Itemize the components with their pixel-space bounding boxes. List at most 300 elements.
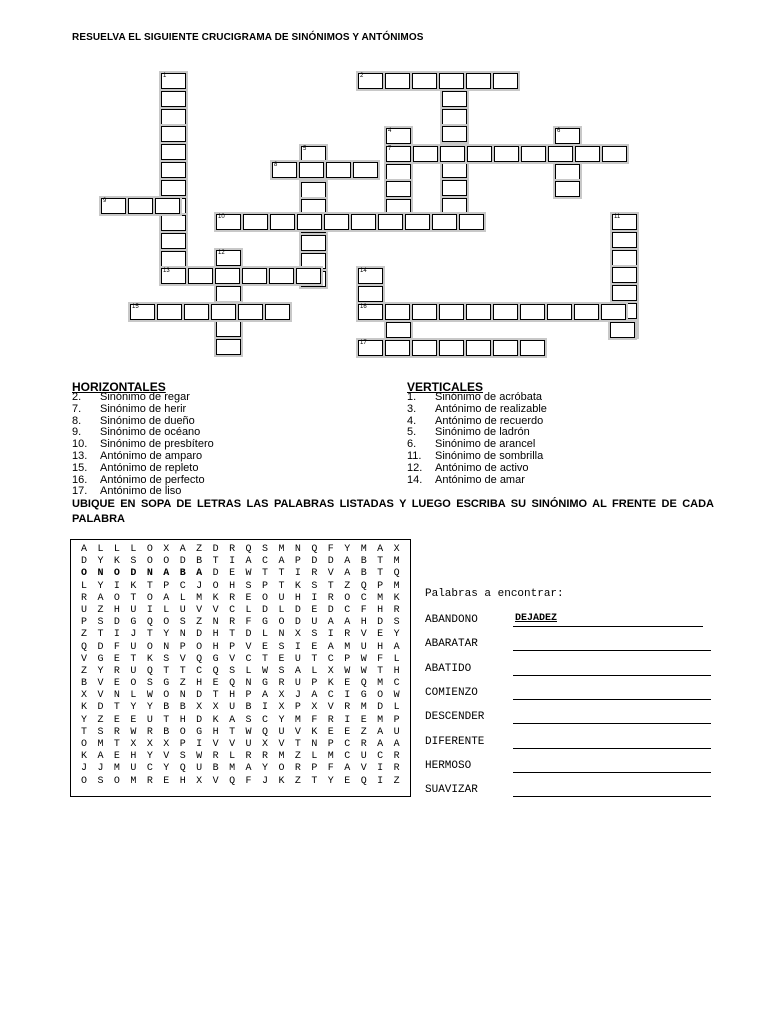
word-search-letter[interactable]: U xyxy=(278,592,285,604)
word-search-letter[interactable]: O xyxy=(146,556,153,568)
word-search-letter[interactable]: O xyxy=(146,592,153,604)
crossword-cell[interactable] xyxy=(161,215,186,231)
word-search-letter[interactable]: L xyxy=(278,604,285,616)
word-search-letter[interactable]: E xyxy=(311,641,318,653)
word-search-letter[interactable]: T xyxy=(163,714,170,726)
word-search-letter[interactable]: R xyxy=(81,592,88,604)
crossword-cell[interactable] xyxy=(130,304,155,320)
word-search-letter[interactable]: C xyxy=(393,678,400,690)
word-search-letter[interactable]: E xyxy=(130,714,137,726)
word-search-letter[interactable]: A xyxy=(163,568,170,580)
word-search-letter[interactable]: U xyxy=(130,641,137,653)
word-search-letter[interactable]: C xyxy=(229,604,236,616)
word-search-letter[interactable]: F xyxy=(245,775,252,787)
word-search-letter[interactable]: T xyxy=(146,629,153,641)
word-search-letter[interactable]: Q xyxy=(146,665,153,677)
word-search-letter[interactable]: O xyxy=(196,641,203,653)
word-search-letter[interactable]: J xyxy=(196,580,203,592)
word-search-letter[interactable]: F xyxy=(311,714,318,726)
word-search-letter[interactable]: X xyxy=(196,702,203,714)
word-search-letter[interactable]: B xyxy=(163,726,170,738)
word-search-letter[interactable]: L xyxy=(393,653,400,665)
word-search-letter[interactable]: Y xyxy=(327,775,334,787)
word-search-letter[interactable]: D xyxy=(212,544,219,555)
word-search-letter[interactable]: B xyxy=(360,556,367,568)
word-search-letter[interactable]: V xyxy=(97,690,104,702)
word-search-letter[interactable]: S xyxy=(261,544,268,555)
word-search-letter[interactable]: L xyxy=(245,665,252,677)
word-search-letter[interactable]: S xyxy=(229,665,236,677)
word-search-letter[interactable]: V xyxy=(327,702,334,714)
word-search-letter[interactable]: R xyxy=(360,739,367,750)
word-search-letter[interactable]: D xyxy=(294,617,301,629)
word-search-letter[interactable]: Z xyxy=(393,775,400,787)
word-search-letter[interactable]: G xyxy=(97,653,104,665)
word-search-letter[interactable]: D xyxy=(196,629,203,641)
word-search-letter[interactable]: H xyxy=(393,665,400,677)
crossword-cell[interactable] xyxy=(301,146,326,162)
word-search-letter[interactable]: A xyxy=(377,726,384,738)
word-search-letter[interactable]: U xyxy=(360,641,367,653)
word-search-letter[interactable]: X xyxy=(327,665,334,677)
word-search-letter[interactable]: Y xyxy=(278,714,285,726)
word-search-letter[interactable]: H xyxy=(130,751,137,763)
word-search-letter[interactable]: P xyxy=(311,678,318,690)
crossword-cell[interactable] xyxy=(358,268,383,284)
crossword-cell[interactable] xyxy=(161,180,186,196)
word-search-letter[interactable]: U xyxy=(229,702,236,714)
word-search-letter[interactable]: E xyxy=(113,751,120,763)
crossword-cell[interactable] xyxy=(439,340,464,356)
word-search-letter[interactable]: N xyxy=(146,568,153,580)
word-search-letter[interactable]: W xyxy=(196,751,203,763)
word-search-letter[interactable]: M xyxy=(113,763,120,775)
word-search-letter[interactable]: I xyxy=(327,629,334,641)
crossword-cell[interactable] xyxy=(326,162,351,178)
word-search-letter[interactable]: W xyxy=(261,665,268,677)
word-search-letter[interactable]: Z xyxy=(360,726,367,738)
word-search-letter[interactable]: D xyxy=(294,604,301,616)
word-search-letter[interactable]: W xyxy=(245,726,252,738)
crossword-cell[interactable] xyxy=(494,146,519,162)
word-search-letter[interactable]: L xyxy=(261,629,268,641)
word-search-letter[interactable]: D xyxy=(261,604,268,616)
word-search-letter[interactable]: R xyxy=(113,665,120,677)
word-search-letter[interactable]: C xyxy=(344,739,351,750)
word-search-letter[interactable]: V xyxy=(278,739,285,750)
word-search-letter[interactable]: X xyxy=(278,690,285,702)
word-search-letter[interactable]: D xyxy=(97,702,104,714)
word-search-letter[interactable]: V xyxy=(229,739,236,750)
word-search-letter[interactable]: U xyxy=(294,653,301,665)
word-search-letter[interactable]: I xyxy=(311,592,318,604)
word-search-letter[interactable]: Z xyxy=(344,580,351,592)
word-search-letter[interactable]: Q xyxy=(393,568,400,580)
word-search-letter[interactable]: O xyxy=(278,617,285,629)
word-search-letter[interactable]: D xyxy=(130,568,137,580)
crossword-cell[interactable] xyxy=(442,180,467,196)
word-search-letter[interactable]: W xyxy=(344,665,351,677)
word-search-letter[interactable]: F xyxy=(113,641,120,653)
word-search-letter[interactable]: G xyxy=(130,617,137,629)
word-search-letter[interactable]: K xyxy=(146,653,153,665)
answer-blank[interactable] xyxy=(513,748,711,749)
word-search-letter[interactable]: A xyxy=(377,739,384,750)
word-search-letter[interactable]: U xyxy=(294,678,301,690)
word-search-letter[interactable]: T xyxy=(327,580,334,592)
word-search-letter[interactable]: I xyxy=(196,739,203,750)
word-search-letter[interactable]: T xyxy=(113,739,120,750)
word-search-letter[interactable]: O xyxy=(179,726,186,738)
word-search-letter[interactable]: A xyxy=(179,544,186,555)
word-search-letter[interactable]: H xyxy=(179,714,186,726)
word-search-letter[interactable]: D xyxy=(327,604,334,616)
word-search-letter[interactable]: E xyxy=(377,629,384,641)
crossword-cell[interactable] xyxy=(270,214,295,230)
word-search-letter[interactable]: R xyxy=(327,714,334,726)
crossword-cell[interactable] xyxy=(161,162,186,178)
word-search-letter[interactable]: Y xyxy=(261,763,268,775)
word-search-letter[interactable]: B xyxy=(81,678,88,690)
word-search-letter[interactable]: I xyxy=(344,690,351,702)
word-search-letter[interactable]: V xyxy=(196,604,203,616)
word-search-letter[interactable]: C xyxy=(245,653,252,665)
word-search-letter[interactable]: R xyxy=(393,751,400,763)
word-search-letter[interactable]: T xyxy=(130,653,137,665)
word-search-letter[interactable]: Q xyxy=(360,678,367,690)
word-search-letter[interactable]: V xyxy=(229,653,236,665)
word-search-letter[interactable]: P xyxy=(327,739,334,750)
word-search-letter[interactable]: K xyxy=(327,678,334,690)
crossword-cell[interactable] xyxy=(493,304,518,320)
word-search-letter[interactable]: E xyxy=(344,678,351,690)
crossword-cell[interactable] xyxy=(358,73,383,89)
word-search-letter[interactable]: O xyxy=(163,617,170,629)
crossword-cell[interactable] xyxy=(265,304,290,320)
word-search-letter[interactable]: O xyxy=(113,775,120,787)
word-search-letter[interactable]: A xyxy=(344,617,351,629)
crossword-cell[interactable] xyxy=(520,340,545,356)
word-search-letter[interactable]: K xyxy=(294,580,301,592)
word-search-letter[interactable]: Z xyxy=(179,678,186,690)
word-search-letter[interactable]: Y xyxy=(97,580,104,592)
word-search-letter[interactable]: L xyxy=(245,604,252,616)
crossword-cell[interactable] xyxy=(324,214,349,230)
crossword-cell[interactable] xyxy=(184,304,209,320)
word-search-letter[interactable]: L xyxy=(81,580,88,592)
word-search-letter[interactable]: C xyxy=(196,665,203,677)
word-search-letter[interactable]: P xyxy=(261,580,268,592)
crossword-cell[interactable] xyxy=(442,198,467,214)
word-search-letter[interactable]: X xyxy=(261,739,268,750)
crossword-cell[interactable] xyxy=(386,199,411,215)
word-search-letter[interactable]: H xyxy=(212,641,219,653)
word-search-letter[interactable]: O xyxy=(344,592,351,604)
word-search-letter[interactable]: F xyxy=(377,653,384,665)
word-search-letter[interactable]: M xyxy=(327,751,334,763)
word-search-letter[interactable]: T xyxy=(113,702,120,714)
word-search-letter[interactable]: E xyxy=(113,653,120,665)
word-search-letter[interactable]: B xyxy=(360,568,367,580)
crossword-cell[interactable] xyxy=(405,214,430,230)
crossword-cell[interactable] xyxy=(242,268,267,284)
crossword-cell[interactable] xyxy=(386,128,411,144)
word-search-letter[interactable]: Z xyxy=(294,775,301,787)
word-search-letter[interactable]: O xyxy=(212,580,219,592)
word-search-letter[interactable]: D xyxy=(327,556,334,568)
crossword-cell[interactable] xyxy=(188,268,213,284)
word-search-letter[interactable]: O xyxy=(81,568,88,580)
word-search-letter[interactable]: K xyxy=(130,580,137,592)
word-search-letter[interactable]: A xyxy=(229,714,236,726)
word-search-letter[interactable]: G xyxy=(261,617,268,629)
crossword-cell[interactable] xyxy=(601,304,626,320)
word-search-letter[interactable]: V xyxy=(163,751,170,763)
crossword-cell[interactable] xyxy=(575,146,600,162)
word-search-letter[interactable]: M xyxy=(196,592,203,604)
word-search-letter[interactable]: J xyxy=(261,775,268,787)
answer-blank[interactable] xyxy=(513,723,711,724)
word-search-letter[interactable]: L xyxy=(311,751,318,763)
word-search-letter[interactable]: Q xyxy=(311,544,318,555)
crossword-cell[interactable] xyxy=(161,91,186,107)
word-search-letter[interactable]: J xyxy=(97,763,104,775)
word-search-letter[interactable]: K xyxy=(278,775,285,787)
crossword-cell[interactable] xyxy=(155,198,180,214)
word-search-letter[interactable]: F xyxy=(327,544,334,555)
word-search-letter[interactable]: R xyxy=(393,763,400,775)
word-search-letter[interactable]: N xyxy=(179,629,186,641)
word-search-letter[interactable]: M xyxy=(377,678,384,690)
crossword-cell[interactable] xyxy=(612,232,637,248)
word-search-letter[interactable]: I xyxy=(294,568,301,580)
crossword-cell[interactable] xyxy=(466,73,491,89)
word-search-letter[interactable]: I xyxy=(377,775,384,787)
word-search-letter[interactable]: K xyxy=(212,592,219,604)
word-search-letter[interactable]: L xyxy=(97,544,104,555)
crossword-cell[interactable] xyxy=(301,182,326,198)
word-search-letter[interactable]: Q xyxy=(245,544,252,555)
crossword-cell[interactable] xyxy=(602,146,627,162)
word-search-letter[interactable]: H xyxy=(229,690,236,702)
word-search-letter[interactable]: U xyxy=(393,726,400,738)
word-search-letter[interactable]: V xyxy=(97,678,104,690)
word-search-letter[interactable]: S xyxy=(245,580,252,592)
word-search-letter[interactable]: V xyxy=(212,739,219,750)
crossword-cell[interactable] xyxy=(555,181,580,197)
word-search-letter[interactable]: A xyxy=(311,690,318,702)
word-search-letter[interactable]: F xyxy=(245,617,252,629)
word-search-letter[interactable]: R xyxy=(229,592,236,604)
word-search-letter[interactable]: N xyxy=(113,690,120,702)
word-search-letter[interactable]: E xyxy=(278,653,285,665)
word-search-letter[interactable]: X xyxy=(311,702,318,714)
crossword-cell[interactable] xyxy=(161,144,186,160)
crossword-cell[interactable] xyxy=(412,73,437,89)
word-search-letter[interactable]: H xyxy=(229,580,236,592)
word-search-letter[interactable]: O xyxy=(377,690,384,702)
word-search-letter[interactable]: O xyxy=(81,775,88,787)
word-search-letter[interactable]: W xyxy=(130,726,137,738)
word-search-letter[interactable]: Z xyxy=(294,751,301,763)
word-search-letter[interactable]: R xyxy=(261,751,268,763)
word-search-letter[interactable]: L xyxy=(311,665,318,677)
word-search-letter[interactable]: V xyxy=(81,653,88,665)
crossword-cell[interactable] xyxy=(272,162,297,178)
word-search-letter[interactable]: Q xyxy=(179,763,186,775)
word-search-letter[interactable]: Q xyxy=(229,775,236,787)
word-search-letter[interactable]: X xyxy=(212,702,219,714)
crossword-cell[interactable] xyxy=(439,73,464,89)
word-search-letter[interactable]: A xyxy=(377,544,384,555)
word-search-letter[interactable]: M xyxy=(360,544,367,555)
word-search-letter[interactable]: H xyxy=(196,678,203,690)
crossword-cell[interactable] xyxy=(493,340,518,356)
word-search-letter[interactable]: N xyxy=(97,568,104,580)
word-search-letter[interactable]: M xyxy=(97,739,104,750)
word-search-letter[interactable]: X xyxy=(163,544,170,555)
crossword-cell[interactable] xyxy=(612,214,637,230)
word-search-letter[interactable]: S xyxy=(179,751,186,763)
word-search-letter[interactable]: A xyxy=(393,641,400,653)
word-search-letter[interactable]: U xyxy=(360,751,367,763)
crossword-cell[interactable] xyxy=(358,340,383,356)
word-search-letter[interactable]: X xyxy=(196,775,203,787)
word-search-letter[interactable]: E xyxy=(344,726,351,738)
word-search-letter[interactable]: P xyxy=(179,739,186,750)
word-search-letter[interactable]: Y xyxy=(146,751,153,763)
word-search-letter[interactable]: N xyxy=(245,678,252,690)
crossword-cell[interactable] xyxy=(378,214,403,230)
word-search-letter[interactable]: U xyxy=(130,604,137,616)
word-search-letter[interactable]: S xyxy=(245,714,252,726)
word-search-letter[interactable]: T xyxy=(97,629,104,641)
crossword-cell[interactable] xyxy=(547,304,572,320)
word-search-letter[interactable]: P xyxy=(393,714,400,726)
word-search-letter[interactable]: X xyxy=(146,739,153,750)
crossword-cell[interactable] xyxy=(466,304,491,320)
word-search-letter[interactable]: P xyxy=(179,641,186,653)
word-search-letter[interactable]: G xyxy=(163,678,170,690)
word-search-letter[interactable]: O xyxy=(146,544,153,555)
word-search-letter[interactable]: Y xyxy=(130,702,137,714)
crossword-cell[interactable] xyxy=(216,321,241,337)
crossword-cell[interactable] xyxy=(612,267,637,283)
word-search-letter[interactable]: G xyxy=(196,726,203,738)
word-search-letter[interactable]: H xyxy=(360,617,367,629)
word-search-letter[interactable]: R xyxy=(113,726,120,738)
word-search-letter[interactable]: B xyxy=(163,702,170,714)
word-search-letter[interactable]: E xyxy=(163,775,170,787)
word-search-letter[interactable]: C xyxy=(360,592,367,604)
word-search-letter[interactable]: S xyxy=(130,556,137,568)
crossword-cell[interactable] xyxy=(353,162,378,178)
word-search-letter[interactable]: V xyxy=(245,641,252,653)
crossword-cell[interactable] xyxy=(297,214,322,230)
crossword-cell[interactable] xyxy=(215,268,240,284)
word-search-letter[interactable]: A xyxy=(97,592,104,604)
word-search-letter[interactable]: T xyxy=(261,653,268,665)
word-search-letter[interactable]: N xyxy=(278,629,285,641)
answer-blank[interactable] xyxy=(513,796,711,797)
word-search-letter[interactable]: A xyxy=(327,617,334,629)
word-search-letter[interactable]: D xyxy=(81,556,88,568)
word-search-letter[interactable]: C xyxy=(261,714,268,726)
word-search-letter[interactable]: P xyxy=(229,641,236,653)
word-search-letter[interactable]: Q xyxy=(212,665,219,677)
word-search-letter[interactable]: H xyxy=(377,604,384,616)
crossword-cell[interactable] xyxy=(386,181,411,197)
crossword-cell[interactable] xyxy=(299,162,324,178)
crossword-cell[interactable] xyxy=(548,146,573,162)
word-search-letter[interactable]: S xyxy=(311,580,318,592)
word-search-letter[interactable]: A xyxy=(245,763,252,775)
word-search-letter[interactable]: R xyxy=(245,751,252,763)
word-search-letter[interactable]: Y xyxy=(81,714,88,726)
word-search-letter[interactable]: W xyxy=(245,568,252,580)
crossword-cell[interactable] xyxy=(216,250,241,266)
word-search-letter[interactable]: S xyxy=(278,665,285,677)
word-search-letter[interactable]: H xyxy=(212,726,219,738)
word-search-letter[interactable]: E xyxy=(229,568,236,580)
crossword-cell[interactable] xyxy=(386,164,411,180)
word-search-letter[interactable]: Q xyxy=(146,617,153,629)
word-search-letter[interactable]: I xyxy=(344,714,351,726)
word-search-letter[interactable]: O xyxy=(261,592,268,604)
word-search-letter[interactable]: E xyxy=(261,641,268,653)
word-search-letter[interactable]: A xyxy=(261,690,268,702)
word-search-letter[interactable]: T xyxy=(229,629,236,641)
crossword-cell[interactable] xyxy=(161,268,186,284)
word-search-letter[interactable]: S xyxy=(163,653,170,665)
word-search-letter[interactable]: E xyxy=(344,775,351,787)
word-search-letter[interactable]: U xyxy=(130,763,137,775)
word-search-letter[interactable]: T xyxy=(294,739,301,750)
word-search-letter[interactable]: Q xyxy=(360,580,367,592)
crossword-cell[interactable] xyxy=(157,304,182,320)
answer-blank[interactable] xyxy=(513,772,711,773)
crossword-cell[interactable] xyxy=(211,304,236,320)
word-search-letter[interactable]: A xyxy=(294,665,301,677)
crossword-cell[interactable] xyxy=(466,340,491,356)
word-search-letter[interactable]: F xyxy=(360,604,367,616)
word-search-letter[interactable]: T xyxy=(146,580,153,592)
crossword-cell[interactable] xyxy=(412,304,437,320)
crossword-cell[interactable] xyxy=(612,285,637,301)
word-search-letter[interactable]: T xyxy=(278,580,285,592)
word-search-letter[interactable]: D xyxy=(196,690,203,702)
word-search-letter[interactable]: T xyxy=(163,665,170,677)
word-search-letter[interactable]: X xyxy=(163,739,170,750)
word-search-letter[interactable]: I xyxy=(113,580,120,592)
word-search-letter[interactable]: Q xyxy=(81,641,88,653)
crossword-cell[interactable] xyxy=(520,304,545,320)
crossword-cell[interactable] xyxy=(269,268,294,284)
word-search-letter[interactable]: M xyxy=(294,714,301,726)
crossword-cell[interactable] xyxy=(385,340,410,356)
crossword-cell[interactable] xyxy=(351,214,376,230)
word-search-letter[interactable]: S xyxy=(146,678,153,690)
word-search-letter[interactable]: C xyxy=(179,580,186,592)
crossword-cell[interactable] xyxy=(439,304,464,320)
crossword-cell[interactable] xyxy=(385,304,410,320)
word-search-letter[interactable]: S xyxy=(97,775,104,787)
word-search-letter[interactable]: X xyxy=(130,739,137,750)
word-search-letter[interactable]: R xyxy=(393,604,400,616)
word-search-letter[interactable]: S xyxy=(97,617,104,629)
crossword-cell[interactable] xyxy=(612,250,637,266)
word-search-letter[interactable]: Z xyxy=(97,604,104,616)
